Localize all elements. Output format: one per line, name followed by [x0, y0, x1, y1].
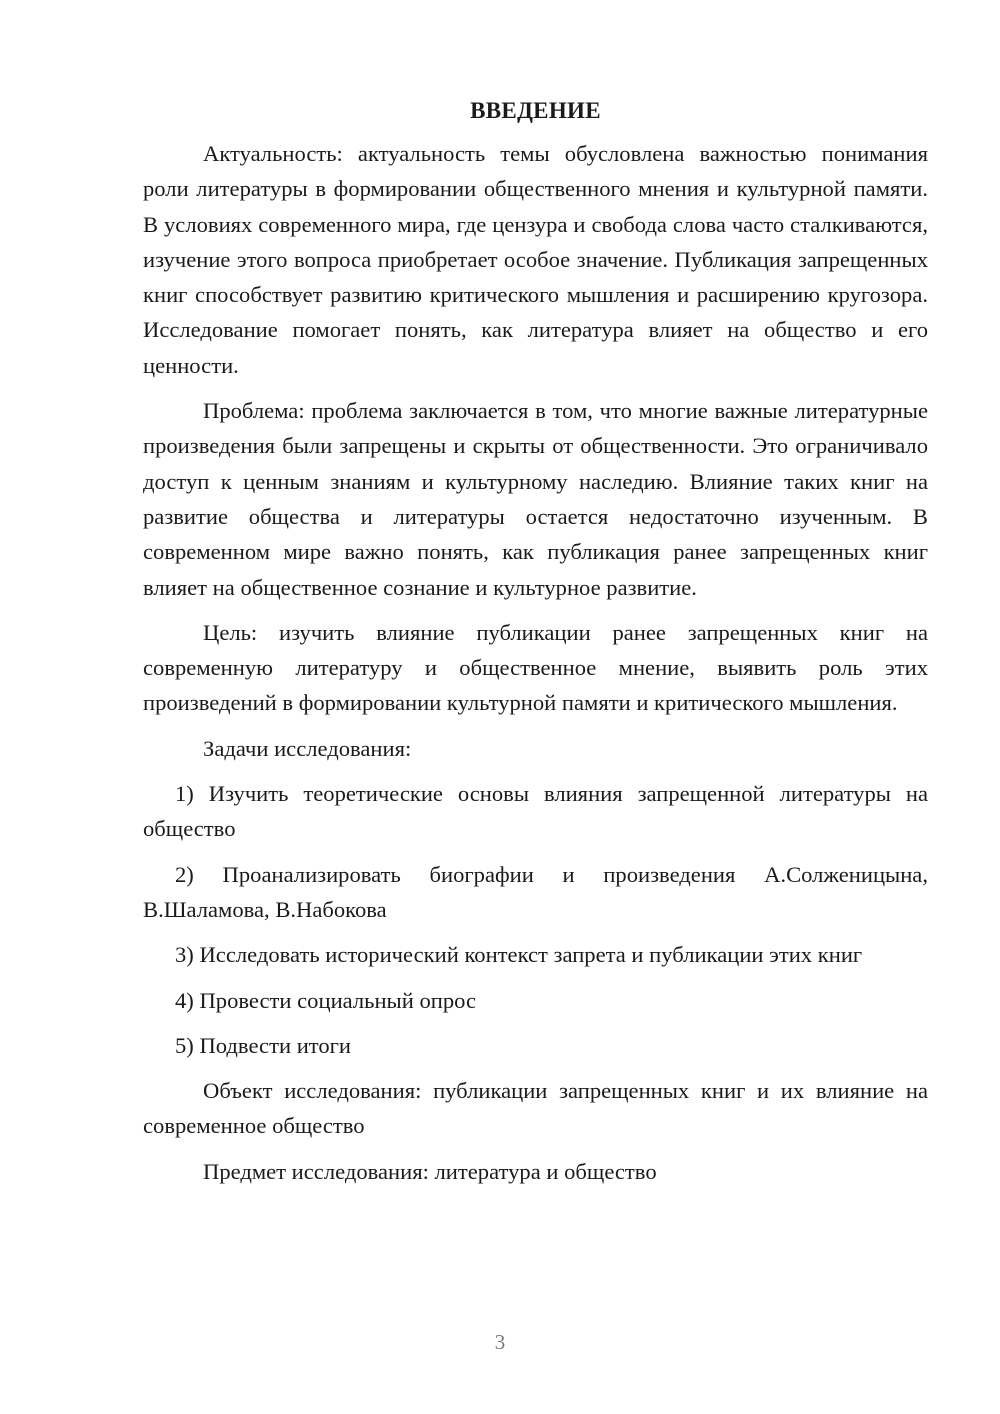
page-number: 3	[494, 1330, 506, 1354]
section-title: ВВЕДЕНИЕ	[470, 98, 601, 123]
subject-paragraph: Предмет исследования: литература и общество	[203, 1158, 657, 1184]
task-item-3: 3) Исследовать исторический контекст запрета и публикации этих книг	[175, 942, 863, 968]
task-item-1: 1) Изучить теоретические основы влияния запрещенной литературы на общество	[143, 781, 928, 842]
task-item-2: 2) Проанализировать биографии и произведения А.Солженицына, В.Шаламова, В.Набокова	[143, 861, 928, 922]
goal-paragraph: Цель: изучить влияние публикации ранее запрещенных книг на современную литературу и общественное мнение, выявить роль этих произведений в формировании культурной памяти и критического мышления.	[143, 619, 928, 716]
task-item-5: 5) Подвести итоги	[175, 1032, 352, 1058]
document-page	[143, 93, 928, 1189]
problem-paragraph: Проблема: проблема заключается в том, что многие важные литературные произведения были запрещены и скрыты от общественности. Это ограничивало доступ к ценным знаниям и культурному наследию. Влияние таких книг на развитие общества и литературы остается недостаточно изученным. В современном мире важно понять, как публикация ранее запрещенных книг влияет на общественное сознание и культурное развитие.	[143, 398, 928, 600]
task-item-4: 4) Провести социальный опрос	[175, 987, 477, 1013]
tasks-heading: Задачи исследования:	[203, 735, 412, 761]
relevance-paragraph: Актуальность: актуальность темы обусловлена важностью понимания роли литературы в формировании общественного мнения и культурной памяти. В условиях современного мира, где цензура и свобода слова часто сталкиваются, изучение этого вопроса приобретает особое значение. Публикация запрещенных книг способствует развитию критического мышления и расширению кругозора. Исследование помогает понять, как литература влияет на общество и его ценности.	[143, 141, 928, 378]
object-paragraph: Объект исследования: публикации запрещенных книг и их влияние на современное общество	[143, 1078, 928, 1139]
